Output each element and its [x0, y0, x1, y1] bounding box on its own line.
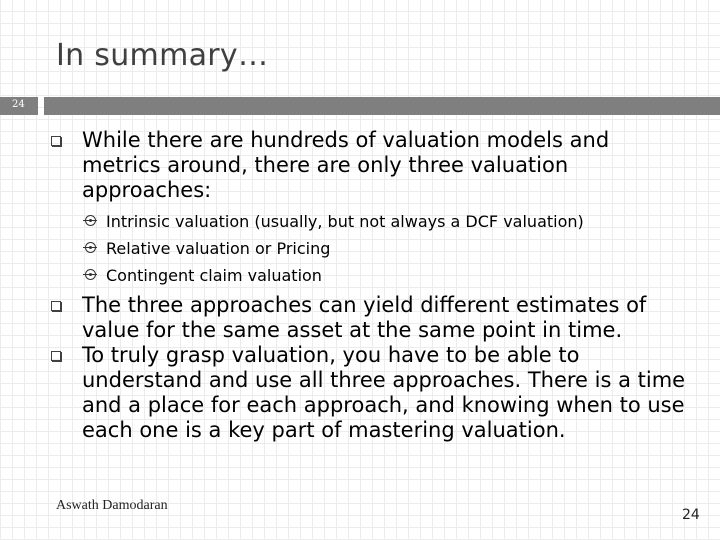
slide-number-tab-label: 24 [12, 99, 25, 110]
sub-bullet-item-3-text: Contingent claim valuation [106, 266, 322, 285]
footer-page-number: 24 [682, 507, 700, 523]
bullet-item-2-text: The three approaches can yield different estimates of value for the same asset at the same point in time. [82, 293, 647, 342]
slide-number-tab [0, 97, 38, 115]
bullet-item-1 [44, 128, 694, 203]
slide-title: In summary… [56, 38, 269, 73]
sub-bullet-item-3 [44, 262, 694, 289]
bullet-item-3-text: To truly grasp valuation, you have to be able to understand and use all three approaches. There is a time and a place for each approach, and knowing when to use each one is a key part of mastering valuation. [82, 343, 686, 442]
sub-bullet-item-1-text: Intrinsic valuation (usually, but not always a DCF valuation) [106, 212, 584, 231]
title-divider-bar [44, 97, 720, 115]
target-bullet-icon [85, 242, 96, 253]
hollow-square-bullet-icon [51, 351, 61, 361]
target-bullet-icon [85, 269, 96, 280]
bullet-item-1-text: While there are hundreds of valuation models and metrics around, there are only three valuation approaches: [82, 128, 610, 202]
slide-body [44, 128, 694, 443]
sub-bullet-item-1 [44, 208, 694, 235]
footer-author: Aswath Damodaran [56, 498, 168, 513]
sub-bullet-item-2 [44, 235, 694, 262]
hollow-square-bullet-icon [51, 136, 61, 146]
target-bullet-icon [85, 215, 96, 226]
bullet-item-2 [44, 293, 694, 343]
sub-bullet-item-2-text: Relative valuation or Pricing [106, 239, 331, 258]
sub-bullet-list [44, 208, 694, 289]
bullet-item-3 [44, 343, 694, 443]
hollow-square-bullet-icon [51, 301, 61, 311]
